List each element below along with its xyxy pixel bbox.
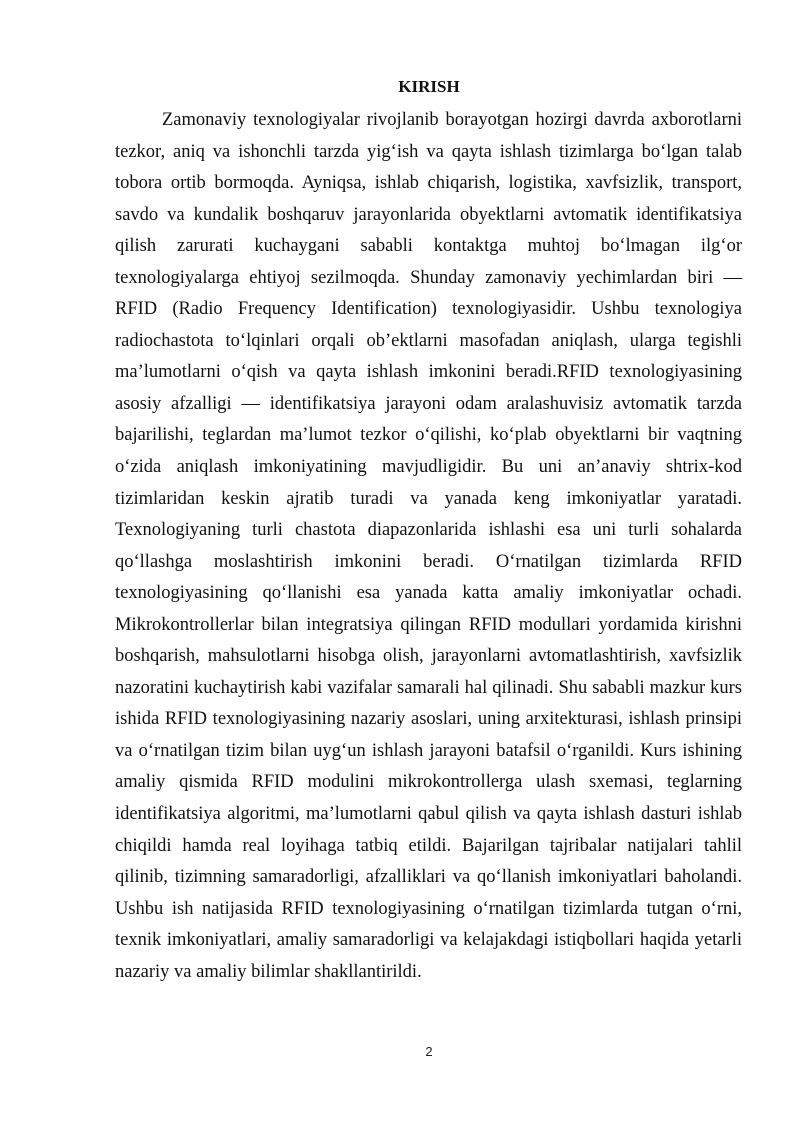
body-paragraph: Zamonaviy texnologiyalar rivojlanib borayotgan hozirgi davrda axborotlarni tezkor, aniq va ishonchli tarzda yig‘ish va qayta ishlash tizimlarga bo‘lgan talab tobora ortib bormoqda. Ayniqsa, ishlab chiqarish, logistika, xavfsizlik, transport, savdo va kundalik boshqaruv jarayonlarida obyektlarni avtomatik identifikatsiya qilish zarurati kuchaygani sababli kontaktga muhtoj bo‘lmagan ilg‘or texnologiyalarga ehtiyoj sezilmoqda. Shunday zamonaviy yechimlardan biri — RFID (Radio Frequency Identification) texnologiyasidir. Ushbu texnologiya radiochastota to‘lqinlari orqali ob’ektlarni masofadan aniqlash, ularga tegishli ma’lumotlarni o‘qish va qayta ishlash imkonini beradi.RFID texnologiyasining asosiy afzalligi — identifikatsiya jarayoni odam aralashuvisiz avtomatik tarzda bajarilishi, teglardan ma’lumot tezkor o‘qilishi, ko‘plab obyektlarni bir vaqtning o‘zida aniqlash imkoniyatining mavjudligidir. Bu uni an’anaviy shtrix-kod tizimlaridan keskin ajratib turadi va yanada keng imkoniyatlar yaratadi. Texnologiyaning turli chastota diapazonlarida ishlashi esa uni turli sohalarda qo‘llashga moslashtirish imkonini beradi. O‘rnatilgan tizimlarda RFID texnologiyasining qo‘llanishi esa yanada katta amaliy imkoniyatlar ochadi. Mikrokontrollerlar bilan integratsiya qilingan RFID modullari yordamida kirishni boshqarish, mahsulotlarni hisobga olish, jarayonlarni avtomatlashtirish, xavfsizlik nazoratini kuchaytirish kabi vazifalar samarali hal qilinadi. Shu sababli mazkur kurs ishida RFID texnologiyasining nazariy asoslari, uning arxitekturasi, ishlash prinsipi va o‘rnatilgan tizim bilan uyg‘un ishlash jarayoni batafsil o‘rganildi. Kurs ishining amaliy qismida RFID modulini mikrokontrollerga ulash sxemasi, teglarning identifikatsiya algoritmi, ma’lumotlarni qabul qilish va qayta ishlash dasturi ishlab chiqildi hamda real loyihaga tatbiq etildi. Bajarilgan tajribalar natijalari tahlil qilinib, tizimning samaradorligi, afzalliklari va qo‘llanish imkoniyatlari baholandi. Ushbu ish natijasida RFID texnologiyasining o‘rnatilgan tizimlarda tutgan o‘rni, texnik imkoniyatlari, amaliy samaradorligi va kelajakdagi istiqbollari haqida yetarli nazariy va amaliy bilimlar shakllantirildi. [115, 110, 742, 982]
section-heading: KIRISH [398, 77, 460, 96]
page-number: 2 [425, 1044, 433, 1059]
